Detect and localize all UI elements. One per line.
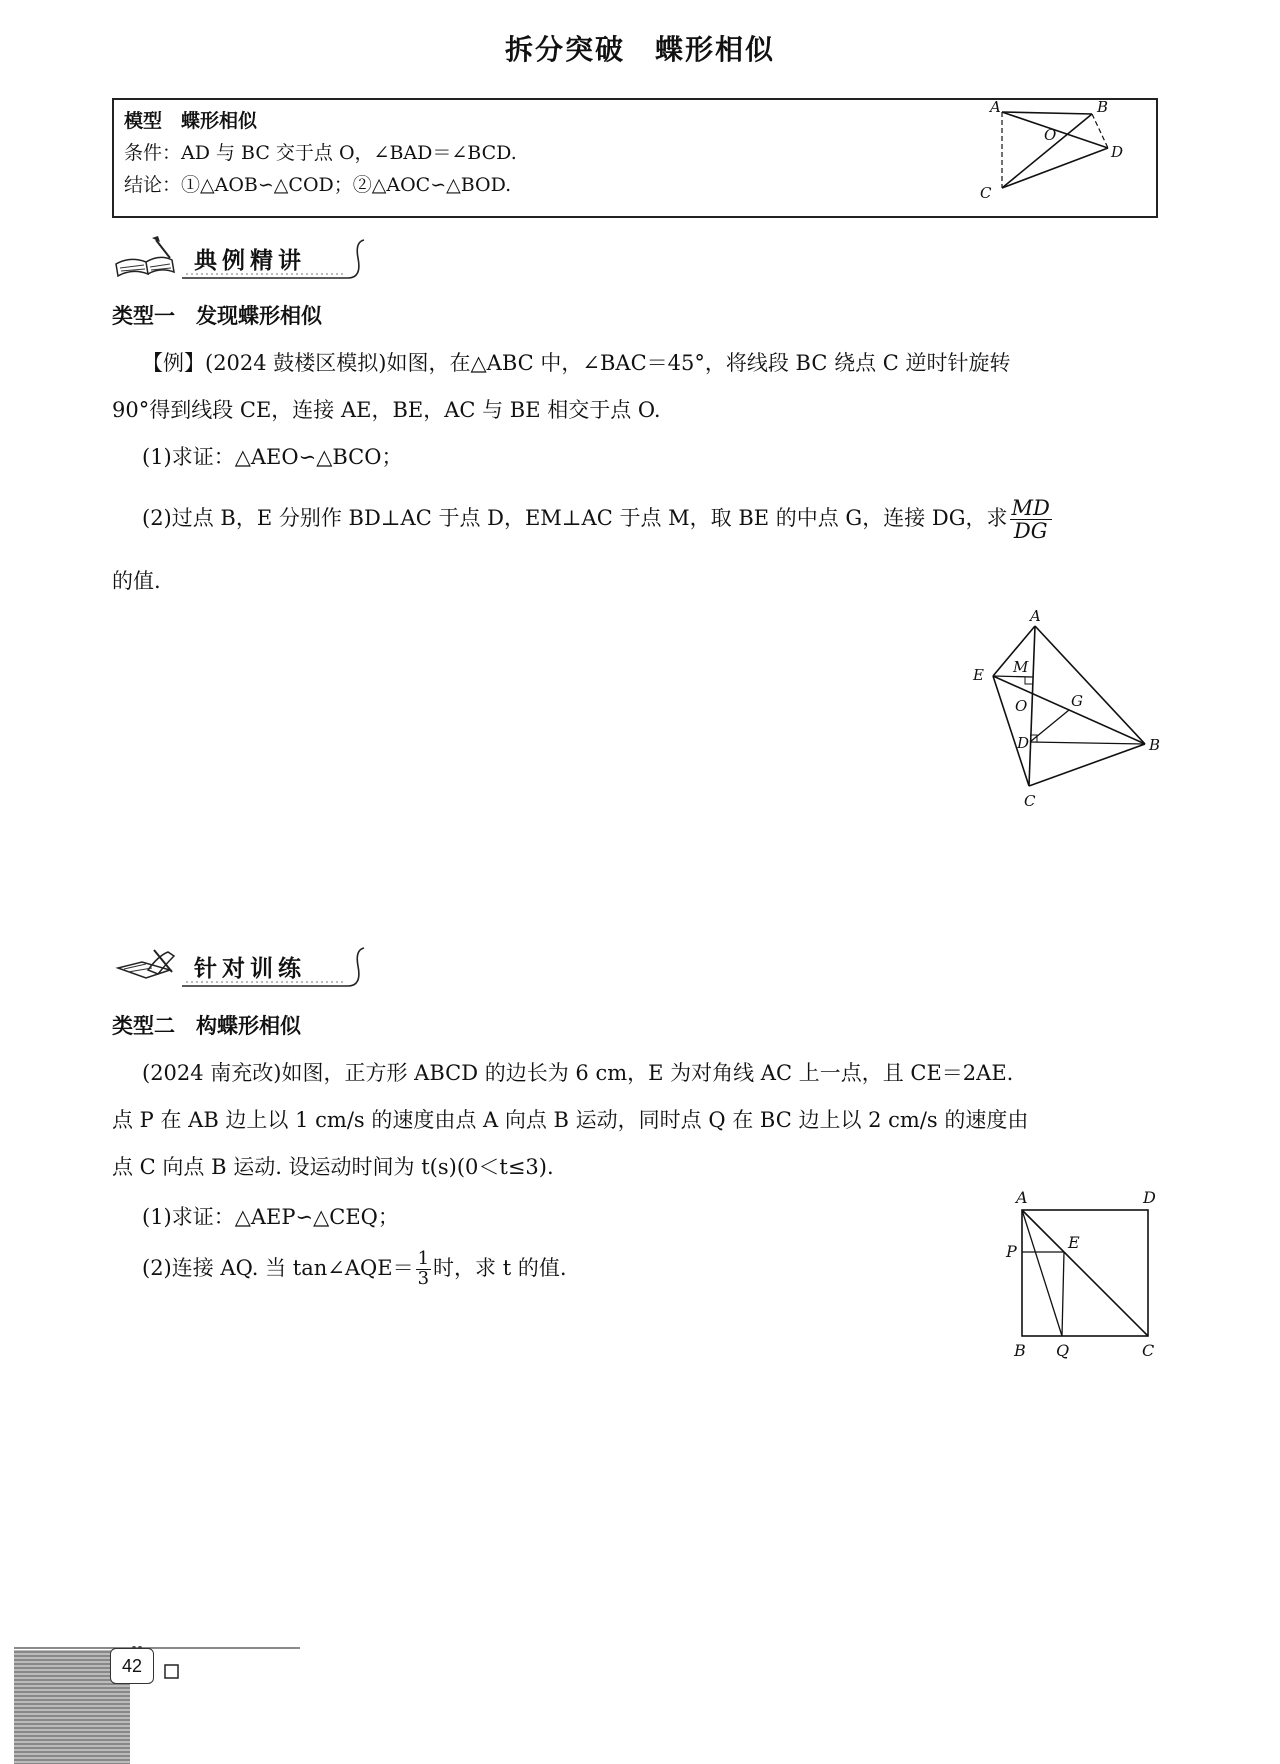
model-title: 模型 蝶形相似 bbox=[124, 110, 258, 132]
problem-q2 bbox=[142, 1244, 567, 1292]
fig1-label-o: O bbox=[1015, 697, 1028, 715]
butterfly-model-figure bbox=[980, 100, 1156, 216]
fig2-label-a: A bbox=[1016, 1188, 1028, 1207]
fig2-label-d: D bbox=[1143, 1188, 1156, 1207]
fig1-label-b: B bbox=[1149, 736, 1161, 754]
example-line1: 【例】(2024 鼓楼区模拟)如图，在△ABC 中，∠BAC＝45°，将线段 BC 绕点 C 逆时针旋转 bbox=[142, 351, 1011, 375]
fig2-label-e: E bbox=[1068, 1233, 1080, 1252]
fig1-label-c: C bbox=[1024, 792, 1036, 810]
section2-heading: 类型二 构蝶形相似 bbox=[112, 1014, 301, 1038]
model-label-a: A bbox=[990, 100, 1001, 116]
model-label-d: D bbox=[1111, 143, 1124, 161]
fig1-label-m: M bbox=[1013, 658, 1029, 676]
problem-q2-suffix: 时，求 t 的值. bbox=[433, 1256, 567, 1280]
model-label-o: O bbox=[1044, 126, 1057, 144]
problem-q2-text: (2)连接 AQ. 当 tan∠AQE＝ bbox=[142, 1256, 414, 1280]
page-title: 拆分突破 蝶形相似 bbox=[504, 33, 775, 66]
md-dg-fraction bbox=[1010, 497, 1052, 542]
model-box bbox=[112, 98, 1158, 218]
section2-banner-text: 针对训练 bbox=[194, 956, 306, 982]
frac-numerator: 1 bbox=[417, 1248, 430, 1270]
problem-line3: 点 C 向点 B 运动. 设运动时间为 t(s)(0＜t≤3). bbox=[112, 1155, 554, 1179]
problem-line1: (2024 南充改)如图，正方形 ABCD 的边长为 6 cm，E 为对角线 AC 上一点，且 CE＝2AE. bbox=[142, 1061, 1014, 1085]
section1-heading: 类型一 发现蝶形相似 bbox=[112, 304, 322, 328]
example-q1: (1)求证：△AEO∽△BCO； bbox=[142, 445, 403, 469]
example-q2-text: (2)过点 B，E 分别作 BD⊥AC 于点 D，EM⊥AC 于点 M，取 BE 的中点 G，连接 DG，求 bbox=[142, 506, 1008, 530]
page-number: 42 bbox=[110, 1648, 154, 1684]
problem-line2: 点 P 在 AB 边上以 1 cm/s 的速度由点 A 向点 B 运动，同时点 Q 在 BC 边上以 2 cm/s 的速度由 bbox=[112, 1108, 1029, 1132]
frac-denominator: DG bbox=[1013, 519, 1048, 543]
fig2-label-p: P bbox=[1006, 1242, 1017, 1261]
square-marker-icon bbox=[164, 1664, 180, 1680]
fig2-label-q: Q bbox=[1056, 1341, 1070, 1360]
frac-denominator: 3 bbox=[417, 1268, 430, 1289]
fig1-label-e: E bbox=[973, 666, 984, 684]
square-figure bbox=[1000, 1188, 1180, 1364]
model-label-c: C bbox=[980, 184, 992, 202]
model-label-b: B bbox=[1097, 100, 1109, 116]
example-line2: 90°得到线段 CE，连接 AE，BE，AC 与 BE 相交于点 O. bbox=[112, 398, 661, 422]
fig1-label-a: A bbox=[1030, 608, 1041, 625]
footer-decoration bbox=[0, 1646, 320, 1764]
model-conclusion: 结论：①△AOB∽△COD；②△AOC∽△BOD. bbox=[124, 174, 512, 196]
one-third-fraction bbox=[416, 1250, 431, 1289]
section1-banner bbox=[112, 234, 392, 282]
section2-banner bbox=[112, 942, 392, 990]
example-q2-end: 的值. bbox=[112, 569, 161, 593]
frac-numerator: MD bbox=[1011, 495, 1050, 520]
fig1-label-g: G bbox=[1071, 692, 1083, 710]
example-figure bbox=[965, 608, 1185, 816]
fig1-label-d: D bbox=[1017, 734, 1030, 752]
section1-banner-text: 典例精讲 bbox=[194, 248, 306, 274]
problem-q1: (1)求证：△AEP∽△CEQ； bbox=[142, 1205, 399, 1229]
model-condition: 条件：AD 与 BC 交于点 O，∠BAD＝∠BCD. bbox=[124, 142, 517, 164]
fig2-label-c: C bbox=[1142, 1341, 1155, 1360]
example-q2 bbox=[142, 494, 1054, 542]
fig2-label-b: B bbox=[1014, 1341, 1026, 1360]
